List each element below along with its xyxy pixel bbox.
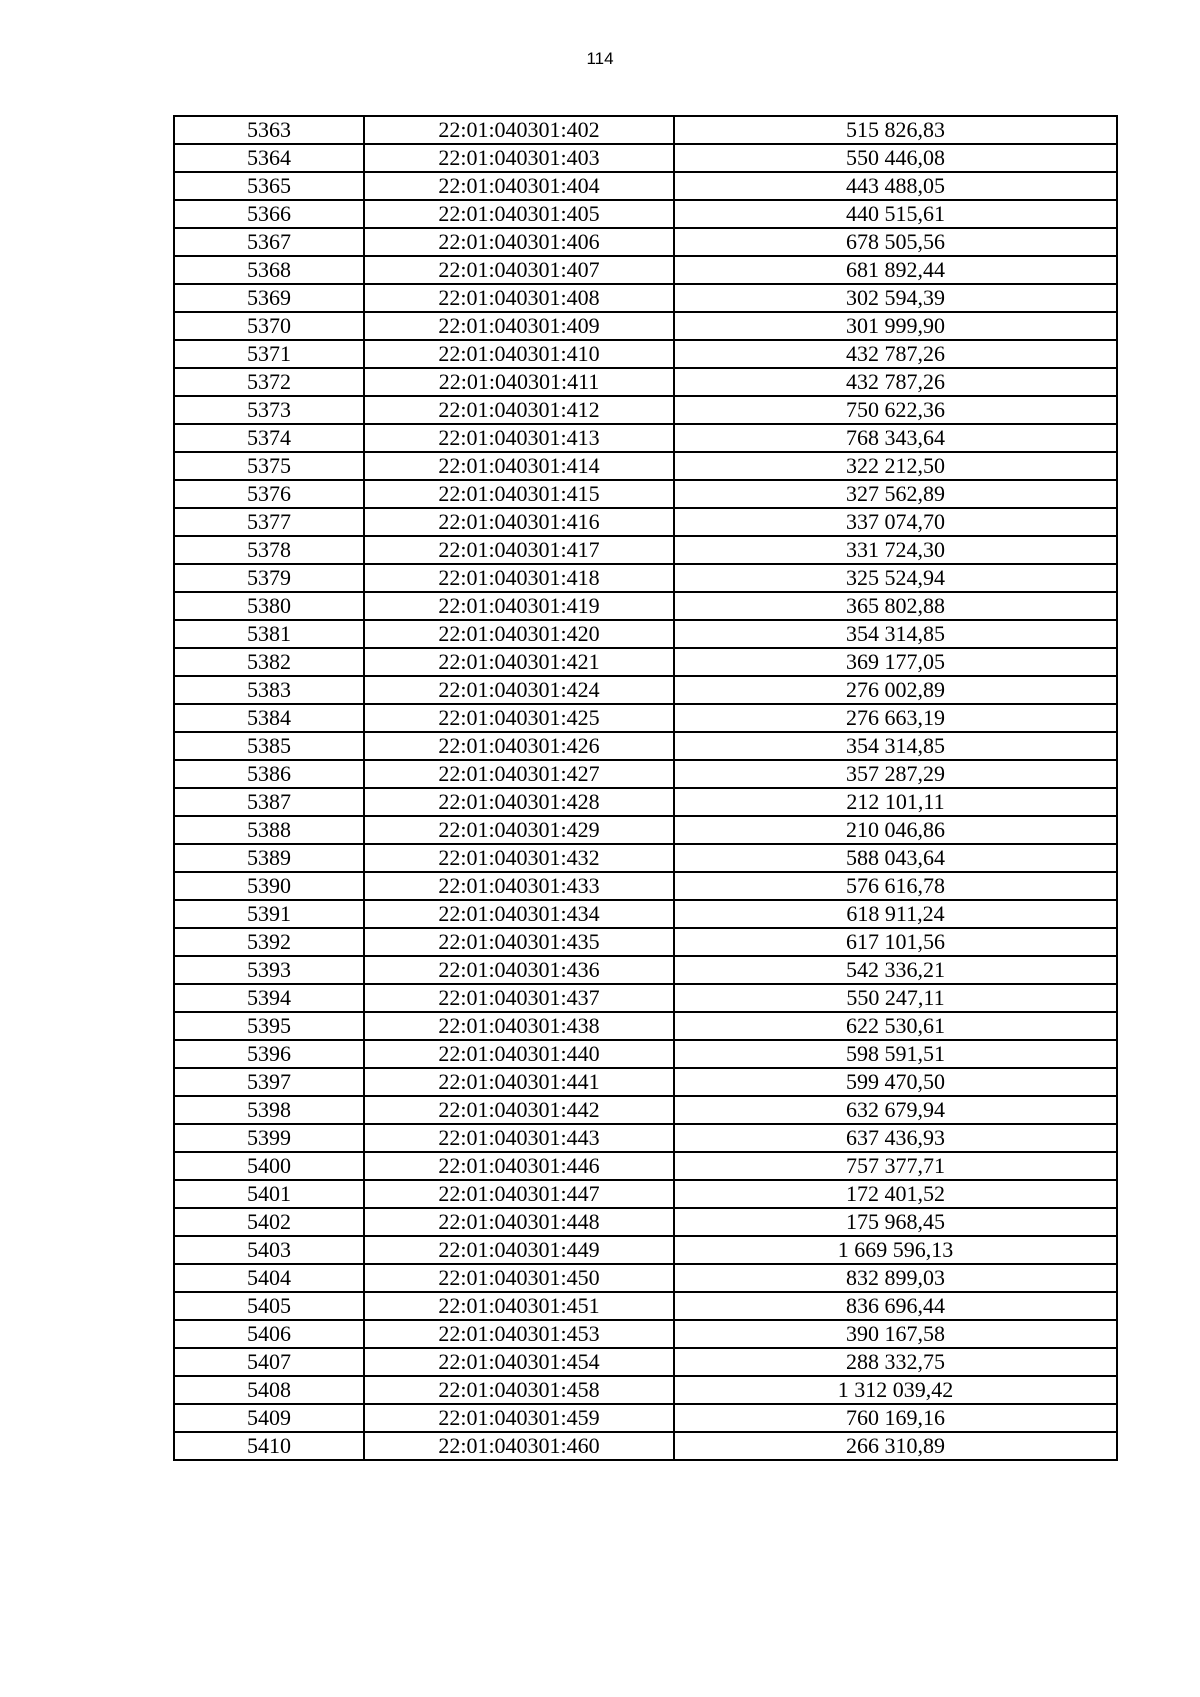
cadastral-value-cell: 760 169,16 (674, 1404, 1117, 1432)
cadastral-value-cell: 617 101,56 (674, 928, 1117, 956)
cadastral-number-cell: 22:01:040301:448 (364, 1208, 674, 1236)
cadastral-number-cell: 22:01:040301:404 (364, 172, 674, 200)
cadastral-number-cell: 22:01:040301:424 (364, 676, 674, 704)
table-row (174, 928, 1117, 956)
table-row (174, 1208, 1117, 1236)
row-number-cell: 5399 (174, 1124, 364, 1152)
cadastral-value-cell: 576 616,78 (674, 872, 1117, 900)
table-row (174, 424, 1117, 452)
cadastral-value-cell: 550 247,11 (674, 984, 1117, 1012)
cadastral-value-cell: 681 892,44 (674, 256, 1117, 284)
row-number-cell: 5377 (174, 508, 364, 536)
cadastral-value-cell: 443 488,05 (674, 172, 1117, 200)
row-number-cell: 5403 (174, 1236, 364, 1264)
cadastral-number-cell: 22:01:040301:459 (364, 1404, 674, 1432)
cadastral-number-cell: 22:01:040301:458 (364, 1376, 674, 1404)
cadastral-value-cell: 432 787,26 (674, 368, 1117, 396)
row-number-cell: 5379 (174, 564, 364, 592)
cadastral-value-cell: 172 401,52 (674, 1180, 1117, 1208)
row-number-cell: 5386 (174, 760, 364, 788)
cadastral-number-cell: 22:01:040301:447 (364, 1180, 674, 1208)
table-row (174, 788, 1117, 816)
cadastral-number-cell: 22:01:040301:410 (364, 340, 674, 368)
cadastral-value-cell: 327 562,89 (674, 480, 1117, 508)
cadastral-value-cell: 599 470,50 (674, 1068, 1117, 1096)
row-number-cell: 5365 (174, 172, 364, 200)
cadastral-number-cell: 22:01:040301:441 (364, 1068, 674, 1096)
cadastral-value-cell: 210 046,86 (674, 816, 1117, 844)
cadastral-value-cell: 369 177,05 (674, 648, 1117, 676)
row-number-cell: 5402 (174, 1208, 364, 1236)
row-number-cell: 5378 (174, 536, 364, 564)
cadastral-number-cell: 22:01:040301:413 (364, 424, 674, 452)
row-number-cell: 5407 (174, 1348, 364, 1376)
row-number-cell: 5397 (174, 1068, 364, 1096)
cadastral-value-cell: 637 436,93 (674, 1124, 1117, 1152)
row-number-cell: 5392 (174, 928, 364, 956)
cadastral-number-cell: 22:01:040301:451 (364, 1292, 674, 1320)
cadastral-number-cell: 22:01:040301:438 (364, 1012, 674, 1040)
cadastral-value-cell: 331 724,30 (674, 536, 1117, 564)
row-number-cell: 5410 (174, 1432, 364, 1460)
table-row (174, 704, 1117, 732)
table-row (174, 844, 1117, 872)
cadastral-value-cell: 322 212,50 (674, 452, 1117, 480)
table-row (174, 1040, 1117, 1068)
cadastral-value-cell: 632 679,94 (674, 1096, 1117, 1124)
cadastral-value-cell: 832 899,03 (674, 1264, 1117, 1292)
row-number-cell: 5384 (174, 704, 364, 732)
cadastral-value-cell: 288 332,75 (674, 1348, 1117, 1376)
row-number-cell: 5366 (174, 200, 364, 228)
cadastral-number-cell: 22:01:040301:417 (364, 536, 674, 564)
row-number-cell: 5394 (174, 984, 364, 1012)
cadastral-value-cell: 337 074,70 (674, 508, 1117, 536)
row-number-cell: 5408 (174, 1376, 364, 1404)
table-row (174, 256, 1117, 284)
cadastral-number-cell: 22:01:040301:420 (364, 620, 674, 648)
table-row (174, 144, 1117, 172)
table-row (174, 620, 1117, 648)
row-number-cell: 5385 (174, 732, 364, 760)
cadastral-number-cell: 22:01:040301:411 (364, 368, 674, 396)
cadastral-value-cell: 750 622,36 (674, 396, 1117, 424)
table-row (174, 1348, 1117, 1376)
cadastral-number-cell: 22:01:040301:449 (364, 1236, 674, 1264)
cadastral-number-cell: 22:01:040301:442 (364, 1096, 674, 1124)
table-row (174, 1180, 1117, 1208)
row-number-cell: 5409 (174, 1404, 364, 1432)
table-row (174, 1012, 1117, 1040)
table-row (174, 1068, 1117, 1096)
row-number-cell: 5395 (174, 1012, 364, 1040)
cadastral-value-cell: 357 287,29 (674, 760, 1117, 788)
row-number-cell: 5371 (174, 340, 364, 368)
cadastral-value-cell: 678 505,56 (674, 228, 1117, 256)
table-row (174, 872, 1117, 900)
table-row (174, 592, 1117, 620)
table-row (174, 900, 1117, 928)
cadastral-value-cell: 325 524,94 (674, 564, 1117, 592)
row-number-cell: 5370 (174, 312, 364, 340)
cadastral-number-cell: 22:01:040301:403 (364, 144, 674, 172)
table-row (174, 228, 1117, 256)
cadastral-number-cell: 22:01:040301:433 (364, 872, 674, 900)
row-number-cell: 5372 (174, 368, 364, 396)
cadastral-number-cell: 22:01:040301:428 (364, 788, 674, 816)
table-row (174, 1124, 1117, 1152)
table-row (174, 676, 1117, 704)
cadastral-value-cell: 440 515,61 (674, 200, 1117, 228)
cadastral-number-cell: 22:01:040301:405 (364, 200, 674, 228)
table-row (174, 1376, 1117, 1404)
row-number-cell: 5381 (174, 620, 364, 648)
row-number-cell: 5383 (174, 676, 364, 704)
row-number-cell: 5398 (174, 1096, 364, 1124)
cadastral-number-cell: 22:01:040301:426 (364, 732, 674, 760)
row-number-cell: 5373 (174, 396, 364, 424)
cadastral-value-cell: 550 446,08 (674, 144, 1117, 172)
cadastral-number-cell: 22:01:040301:415 (364, 480, 674, 508)
cadastral-number-cell: 22:01:040301:436 (364, 956, 674, 984)
table-row (174, 816, 1117, 844)
row-number-cell: 5367 (174, 228, 364, 256)
table-row (174, 172, 1117, 200)
table-row (174, 396, 1117, 424)
cadastral-value-cell: 276 002,89 (674, 676, 1117, 704)
table-row (174, 1236, 1117, 1264)
table-row (174, 480, 1117, 508)
table-row (174, 284, 1117, 312)
table-row (174, 984, 1117, 1012)
row-number-cell: 5382 (174, 648, 364, 676)
cadastral-value-cell: 618 911,24 (674, 900, 1117, 928)
cadastral-number-cell: 22:01:040301:440 (364, 1040, 674, 1068)
cadastral-number-cell: 22:01:040301:414 (364, 452, 674, 480)
row-number-cell: 5390 (174, 872, 364, 900)
cadastral-number-cell: 22:01:040301:432 (364, 844, 674, 872)
cadastral-value-cell: 757 377,71 (674, 1152, 1117, 1180)
table-row (174, 340, 1117, 368)
cadastral-value-cell: 1 669 596,13 (674, 1236, 1117, 1264)
cadastral-value-cell: 390 167,58 (674, 1320, 1117, 1348)
cadastral-number-cell: 22:01:040301:419 (364, 592, 674, 620)
table-row (174, 732, 1117, 760)
row-number-cell: 5400 (174, 1152, 364, 1180)
cadastral-number-cell: 22:01:040301:406 (364, 228, 674, 256)
table-row (174, 1264, 1117, 1292)
row-number-cell: 5376 (174, 480, 364, 508)
cadastral-number-cell: 22:01:040301:418 (364, 564, 674, 592)
cadastral-value-cell: 432 787,26 (674, 340, 1117, 368)
cadastral-value-cell: 212 101,11 (674, 788, 1117, 816)
row-number-cell: 5393 (174, 956, 364, 984)
cadastral-value-cell: 622 530,61 (674, 1012, 1117, 1040)
cadastral-number-cell: 22:01:040301:460 (364, 1432, 674, 1460)
cadastral-value-cell: 354 314,85 (674, 620, 1117, 648)
table-row (174, 1404, 1117, 1432)
cadastral-value-cell: 1 312 039,42 (674, 1376, 1117, 1404)
cadastral-number-cell: 22:01:040301:443 (364, 1124, 674, 1152)
row-number-cell: 5401 (174, 1180, 364, 1208)
row-number-cell: 5396 (174, 1040, 364, 1068)
table-row (174, 1432, 1117, 1460)
cadastral-number-cell: 22:01:040301:408 (364, 284, 674, 312)
table-row (174, 1320, 1117, 1348)
cadastral-number-cell: 22:01:040301:412 (364, 396, 674, 424)
row-number-cell: 5404 (174, 1264, 364, 1292)
row-number-cell: 5388 (174, 816, 364, 844)
cadastral-number-cell: 22:01:040301:407 (364, 256, 674, 284)
page-number: 114 (586, 49, 614, 68)
cadastral-value-cell: 542 336,21 (674, 956, 1117, 984)
cadastral-number-cell: 22:01:040301:409 (364, 312, 674, 340)
table-row (174, 536, 1117, 564)
table-row (174, 200, 1117, 228)
row-number-cell: 5375 (174, 452, 364, 480)
row-number-cell: 5405 (174, 1292, 364, 1320)
row-number-cell: 5389 (174, 844, 364, 872)
cadastral-number-cell: 22:01:040301:453 (364, 1320, 674, 1348)
table-row (174, 1292, 1117, 1320)
row-number-cell: 5391 (174, 900, 364, 928)
table-row (174, 1152, 1117, 1180)
cadastral-number-cell: 22:01:040301:427 (364, 760, 674, 788)
cadastral-value-cell: 266 310,89 (674, 1432, 1117, 1460)
cadastral-number-cell: 22:01:040301:454 (364, 1348, 674, 1376)
cadastral-value-cell: 365 802,88 (674, 592, 1117, 620)
table-row (174, 760, 1117, 788)
cadastral-value-cell: 302 594,39 (674, 284, 1117, 312)
cadastral-number-cell: 22:01:040301:416 (364, 508, 674, 536)
cadastral-number-cell: 22:01:040301:437 (364, 984, 674, 1012)
cadastral-value-table (173, 115, 1118, 1461)
cadastral-value-cell: 768 343,64 (674, 424, 1117, 452)
table-body (174, 116, 1117, 1460)
cadastral-value-cell: 175 968,45 (674, 1208, 1117, 1236)
cadastral-number-cell: 22:01:040301:402 (364, 116, 674, 144)
table-row (174, 452, 1117, 480)
cadastral-value-cell: 276 663,19 (674, 704, 1117, 732)
cadastral-value-cell: 515 826,83 (674, 116, 1117, 144)
table-row (174, 956, 1117, 984)
table-row (174, 116, 1117, 144)
row-number-cell: 5363 (174, 116, 364, 144)
table-row (174, 312, 1117, 340)
cadastral-number-cell: 22:01:040301:435 (364, 928, 674, 956)
table-row (174, 648, 1117, 676)
cadastral-number-cell: 22:01:040301:421 (364, 648, 674, 676)
row-number-cell: 5369 (174, 284, 364, 312)
row-number-cell: 5380 (174, 592, 364, 620)
cadastral-value-cell: 354 314,85 (674, 732, 1117, 760)
table-row (174, 368, 1117, 396)
table-row (174, 1096, 1117, 1124)
table-row (174, 564, 1117, 592)
cadastral-number-cell: 22:01:040301:446 (364, 1152, 674, 1180)
cadastral-value-cell: 301 999,90 (674, 312, 1117, 340)
cadastral-value-cell: 598 591,51 (674, 1040, 1117, 1068)
table-row (174, 508, 1117, 536)
cadastral-number-cell: 22:01:040301:425 (364, 704, 674, 732)
row-number-cell: 5364 (174, 144, 364, 172)
cadastral-number-cell: 22:01:040301:434 (364, 900, 674, 928)
row-number-cell: 5374 (174, 424, 364, 452)
row-number-cell: 5387 (174, 788, 364, 816)
row-number-cell: 5368 (174, 256, 364, 284)
cadastral-number-cell: 22:01:040301:429 (364, 816, 674, 844)
row-number-cell: 5406 (174, 1320, 364, 1348)
cadastral-value-cell: 836 696,44 (674, 1292, 1117, 1320)
cadastral-number-cell: 22:01:040301:450 (364, 1264, 674, 1292)
cadastral-value-cell: 588 043,64 (674, 844, 1117, 872)
